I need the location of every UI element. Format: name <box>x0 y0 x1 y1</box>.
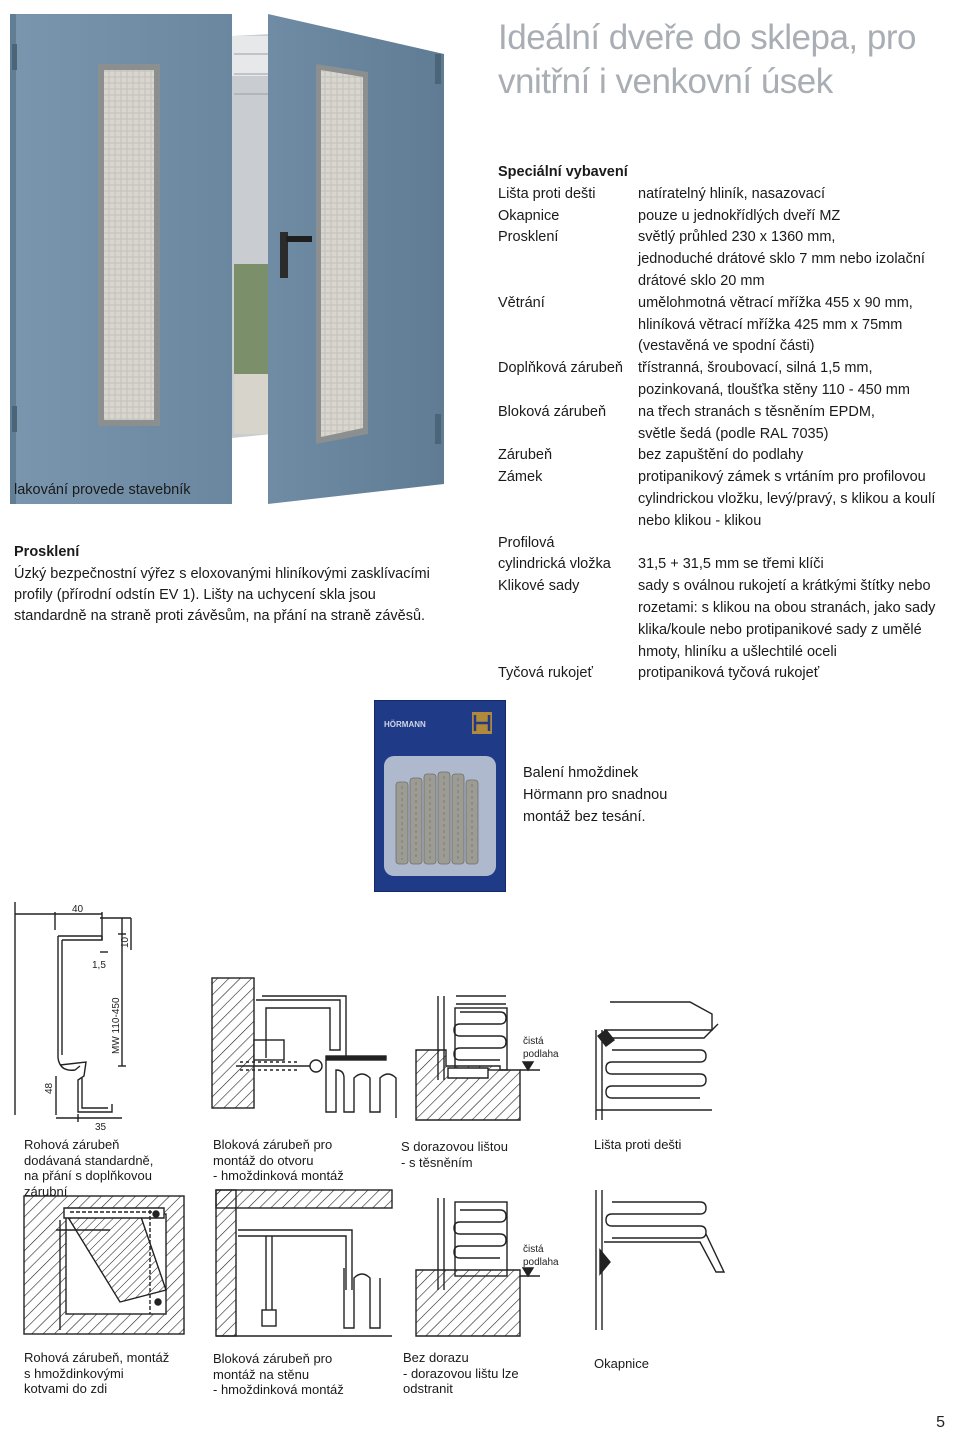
spec-row <box>498 336 958 358</box>
drawing-corner-frame-anchors <box>24 1196 184 1334</box>
drawing-block-frame-wall <box>216 1190 392 1336</box>
spec-value: natíratelný hliník, nasazovací <box>638 185 825 202</box>
package-caption-line: montáž bez tesání. <box>523 808 646 825</box>
package-caption-line: Hörmann pro snadnou <box>523 786 668 803</box>
spec-key: Tyčová rukojeť <box>498 665 593 682</box>
drawing-caption-line: - s těsněním <box>401 1154 473 1170</box>
drawing-caption-line: Rohová zárubeň, montáž <box>24 1350 170 1365</box>
door-photo <box>10 14 444 504</box>
spec-value: jednoduché drátové sklo 7 mm nebo izolační <box>638 251 925 268</box>
spec-value: světlý průhled 230 x 1360 mm, <box>638 229 836 246</box>
spec-row <box>498 227 958 249</box>
dim-1-5: 1,5 <box>92 960 106 971</box>
floor-label: podlaha <box>523 1049 559 1060</box>
drawing-stop-strip <box>416 996 540 1120</box>
spec-row <box>498 271 958 293</box>
spec-value: rozetami: s klikou na obou stranách, jako sady <box>638 599 936 616</box>
spec-value: sady s oválnou rukojetí a krátkými štítky nebo <box>638 578 931 595</box>
drawing-caption <box>213 1351 344 1398</box>
page-title <box>498 16 948 104</box>
glazing-heading: Prosklení <box>14 544 80 560</box>
package-caption-line: Balení hmoždinek <box>523 765 639 781</box>
drawing-caption <box>401 1139 508 1170</box>
spec-value: pouze u jednokřídlých dveří MZ <box>638 207 841 224</box>
spec-value: protipaniková tyčová rukojeť <box>638 665 820 682</box>
glazing-line: standardně na straně proti závěsům, na přání na straně závěsů. <box>14 608 426 624</box>
spec-key: Profilová <box>498 534 555 551</box>
dim-48: 48 <box>44 1082 55 1094</box>
spec-row <box>498 620 958 642</box>
dim-mw: MW 110-450 <box>111 997 122 1054</box>
drawing-caption-line: - hmoždinková montáž <box>213 1382 344 1397</box>
spec-key <box>498 642 638 664</box>
photo-caption: lakování provede stavebník <box>14 482 191 498</box>
spec-value: (vestavěná ve spodní části) <box>638 338 815 355</box>
spec-key: Prosklení <box>498 229 559 246</box>
dim-10: 10 <box>120 936 131 948</box>
spec-row <box>498 206 958 228</box>
glazing-text <box>14 564 430 627</box>
spec-row <box>498 445 958 467</box>
drawing-without-stop <box>416 1198 540 1336</box>
spec-key <box>498 380 638 402</box>
drawing-drip <box>596 1190 724 1330</box>
spec-value: nebo klikou - klikou <box>638 512 762 529</box>
spec-value: hliníková větrací mřížka 425 mm x 75mm <box>638 316 903 333</box>
drawing-caption <box>24 1350 169 1397</box>
drawing-caption-line: montáž do otvoru <box>213 1152 314 1168</box>
special-equipment-heading: Speciální vybavení <box>498 164 628 180</box>
spec-row <box>498 249 958 271</box>
spec-key <box>498 315 638 337</box>
spec-value: bez zapuštění do podlahy <box>638 447 804 464</box>
drawing-caption-line: odstranit <box>403 1381 453 1396</box>
spec-value: cylindrickou vložku, levý/pravý, s klikou a koulí <box>638 490 936 507</box>
drawing-caption <box>24 1137 153 1199</box>
floor-label: čistá <box>523 1036 544 1047</box>
spec-key: Bloková zárubeň <box>498 403 607 420</box>
drawing-caption <box>594 1137 681 1153</box>
drawing-caption-line: kotvami do zdi <box>24 1381 108 1396</box>
drawing-rain-strip <box>596 1002 718 1120</box>
spec-value: protipanikový zámek s vrtáním pro profilovou <box>638 469 926 486</box>
spec-key <box>498 620 638 642</box>
drawing-caption-line: Lišta proti dešti <box>594 1137 682 1152</box>
anchor-package-photo <box>374 700 506 892</box>
page-title-line-2: vnitřní i venkovní úsek <box>498 62 833 101</box>
spec-row <box>498 598 958 620</box>
dim-35: 35 <box>95 1122 107 1133</box>
spec-value: drátové sklo 20 mm <box>638 272 765 289</box>
spec-row <box>498 402 958 424</box>
spec-value: třístranná, šroubovací, silná 1,5 mm, <box>638 360 873 377</box>
spec-value: světle šedá (podle RAL 7035) <box>638 425 829 442</box>
spec-key: Zárubeň <box>498 447 553 464</box>
spec-row <box>498 489 958 511</box>
drawing-caption-line: Bez dorazu <box>403 1350 469 1365</box>
spec-value: pozinkovaná, tloušťka stěny 110 - 450 mm <box>638 381 910 398</box>
spec-key <box>498 598 638 620</box>
drawing-caption-line: Bloková zárubeň pro <box>213 1351 333 1366</box>
page-title-line-1: Ideální dveře do sklepa, pro <box>498 18 916 57</box>
drawing-caption-line: dodávaná standardně, <box>24 1152 154 1168</box>
spec-value: na třech stranách s těsněním EPDM, <box>638 403 875 420</box>
floor-label: čistá <box>523 1244 544 1255</box>
spec-key: Okapnice <box>498 207 560 224</box>
drawing-caption-line: - hmoždinková montáž <box>213 1168 344 1183</box>
spec-value: klika/koule nebo protipanikové sady z umělé <box>638 621 922 638</box>
drawing-caption-line: s hmoždinkovými <box>24 1365 124 1381</box>
drawing-block-frame-opening <box>212 978 396 1118</box>
spec-row <box>498 533 958 555</box>
floor-label: podlaha <box>523 1257 559 1268</box>
spec-key <box>498 489 638 511</box>
spec-value: umělohmotná větrací mřížka 455 x 90 mm, <box>638 294 913 311</box>
spec-key: Lišta proti dešti <box>498 185 596 202</box>
spec-key: Doplňková zárubeň <box>498 360 623 377</box>
spec-row <box>498 576 958 598</box>
spec-key <box>498 336 638 358</box>
drawing-caption-line: - dorazovou lištu lze <box>403 1365 519 1381</box>
drawing-caption-line: Rohová zárubeň <box>24 1137 120 1152</box>
spec-value: hmoty, hliníku a ušlechtilé oceli <box>638 643 837 660</box>
spec-key: Větrání <box>498 294 545 311</box>
spec-key <box>498 271 638 293</box>
spec-row <box>498 511 958 533</box>
spec-table <box>498 184 958 685</box>
spec-row <box>498 554 958 576</box>
dim-40: 40 <box>72 904 84 915</box>
spec-key: cylindrická vložka <box>498 556 611 573</box>
package-caption <box>523 763 667 828</box>
drawing-caption-line: zárubní <box>24 1183 68 1199</box>
spec-key <box>498 424 638 446</box>
special-equipment <box>498 162 958 685</box>
drawing-caption <box>403 1350 519 1397</box>
spec-row <box>498 467 958 489</box>
spec-key: Klikové sady <box>498 578 580 595</box>
spec-row <box>498 380 958 402</box>
spec-row <box>498 642 958 664</box>
spec-value: 31,5 + 31,5 mm se třemi klíči <box>638 556 824 573</box>
spec-key <box>498 511 638 533</box>
spec-row <box>498 315 958 337</box>
drawing-caption-line: S dorazovou lištou <box>401 1139 508 1154</box>
drawing-caption-line: Bloková zárubeň pro <box>213 1137 333 1152</box>
drawing-caption-line: Okapnice <box>594 1356 649 1371</box>
spec-row <box>498 663 958 685</box>
spec-row <box>498 358 958 380</box>
drawing-caption-line: montáž na stěnu <box>213 1366 310 1382</box>
spec-key <box>498 249 638 271</box>
spec-row <box>498 184 958 206</box>
drawing-caption-line: na přání s doplňkovou <box>24 1168 152 1183</box>
spec-row <box>498 424 958 446</box>
package-brand: HÖRMANN <box>384 720 426 729</box>
drawing-caption <box>594 1356 649 1372</box>
glazing-line: Úzký bezpečnostní výřez s eloxovanými hliníkovými zasklívacími <box>14 566 430 582</box>
spec-key: Zámek <box>498 469 543 486</box>
drawing-caption <box>213 1137 344 1184</box>
spec-value <box>638 533 958 555</box>
glazing-line: profily (přírodní odstín EV 1). Lišty na uchycení skla jsou <box>14 587 376 603</box>
spec-row <box>498 293 958 315</box>
page-number: 5 <box>936 1414 945 1431</box>
